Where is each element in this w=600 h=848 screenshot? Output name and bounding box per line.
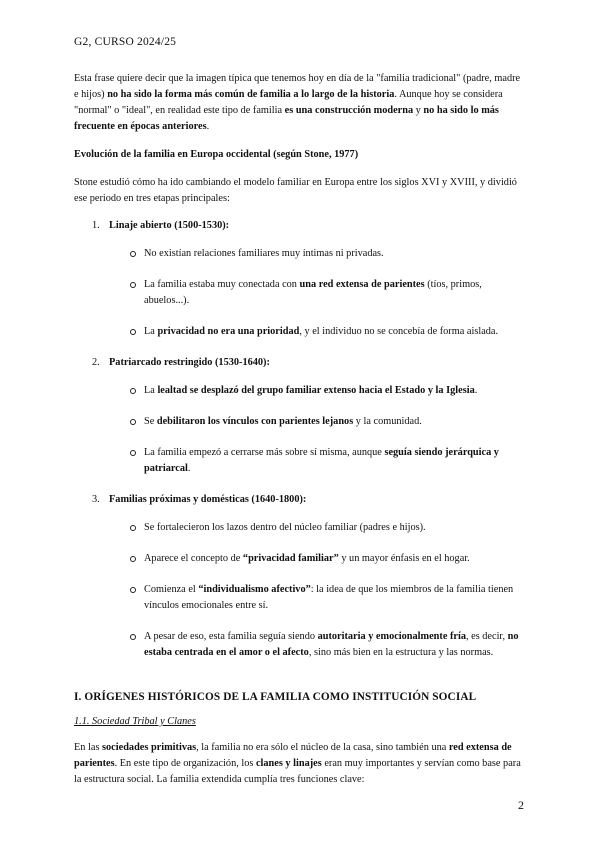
subheading-tribal-society: 1.1. Sociedad Tribal y Clanes: [74, 716, 196, 727]
stage-2-heading: 2. Patriarcado restringido (1530-1640):: [92, 355, 526, 371]
section-title-stone: Evolución de la familia en Europa occidental (según Stone, 1977): [74, 149, 359, 160]
list-item: La familia estaba muy conectada con una red extensa de parientes (tíos, primos, abuelos...).: [74, 277, 526, 309]
page-header: G2, CURSO 2024/25: [74, 36, 177, 48]
stage-2-title: Patriarcado restringido (1530-1640):: [109, 357, 270, 368]
list-item: La privacidad no era una prioridad, y el individuo no se concebía de forma aislada.: [74, 324, 526, 340]
stage-3-bullets: [74, 520, 526, 661]
list-item: Se fortalecieron los lazos dentro del núcleo familiar (padres e hijos).: [74, 520, 526, 536]
paragraph-primitive-societies: En las sociedades primitivas, la familia no era sólo el núcleo de la casa, sino también una red extensa de parientes. En este tipo de organización, los clanes y linajes eran muy importantes y servían como base para la estructura social. La familia extendida cumplía tres funciones clave:: [74, 742, 521, 785]
stage-3-heading: 3. Familias próximas y domésticas (1640-1800):: [92, 492, 526, 508]
list-item: La lealtad se desplazó del grupo familiar extenso hacia el Estado y la Iglesia.: [74, 383, 526, 399]
list-item: A pesar de eso, esta familia seguía siendo autoritaria y emocionalmente fría, es decir, no estaba centrada en el amor o el afecto, sino más bien en la estructura y las normas.: [74, 629, 526, 661]
list-item: Se debilitaron los vínculos con parientes lejanos y la comunidad.: [74, 414, 526, 430]
paragraph-traditional-family: Esta frase quiere decir que la imagen típica que tenemos hoy en día de la "familia tradicional" (padre, madre e hijos) no ha sido la forma más común de familia a lo largo de la historia. Aunque hoy se considera "normal" o "ideal", en realidad este tipo de familia es una construcción moderna y no ha sido lo más frecuente en épocas anteriores.: [74, 73, 521, 132]
list-item: No existían relaciones familiares muy íntimas ni privadas.: [74, 246, 526, 262]
list-item: Aparece el concepto de “privacidad familiar” y un mayor énfasis en el hogar.: [74, 551, 526, 567]
stage-2-bullets: [74, 383, 526, 477]
paragraph-stone-intro: Stone estudió cómo ha ido cambiando el modelo familiar en Europa entre los siglos XVI y XVIII, y dividió ese periodo en tres etapas principales:: [74, 177, 517, 204]
heading-origins: I. ORÍGENES HISTÓRICOS DE LA FAMILIA COMO INSTITUCIÓN SOCIAL: [74, 691, 477, 703]
stage-1-heading: 1. Linaje abierto (1500-1530):: [92, 218, 526, 234]
list-item: Comienza el “individualismo afectivo”: la idea de que los miembros de la familia tienen vínculos emocionales entre sí.: [74, 582, 526, 614]
page-number: 2: [518, 798, 524, 812]
stage-1-bullets: [74, 246, 526, 340]
stage-1-title: Linaje abierto (1500-1530):: [109, 220, 230, 231]
page-content: [74, 71, 526, 788]
list-item: La familia empezó a cerrarse más sobre sí misma, aunque seguía siendo jerárquica y patriarcal.: [74, 445, 526, 477]
stage-3-title: Familias próximas y domésticas (1640-1800):: [109, 494, 307, 505]
